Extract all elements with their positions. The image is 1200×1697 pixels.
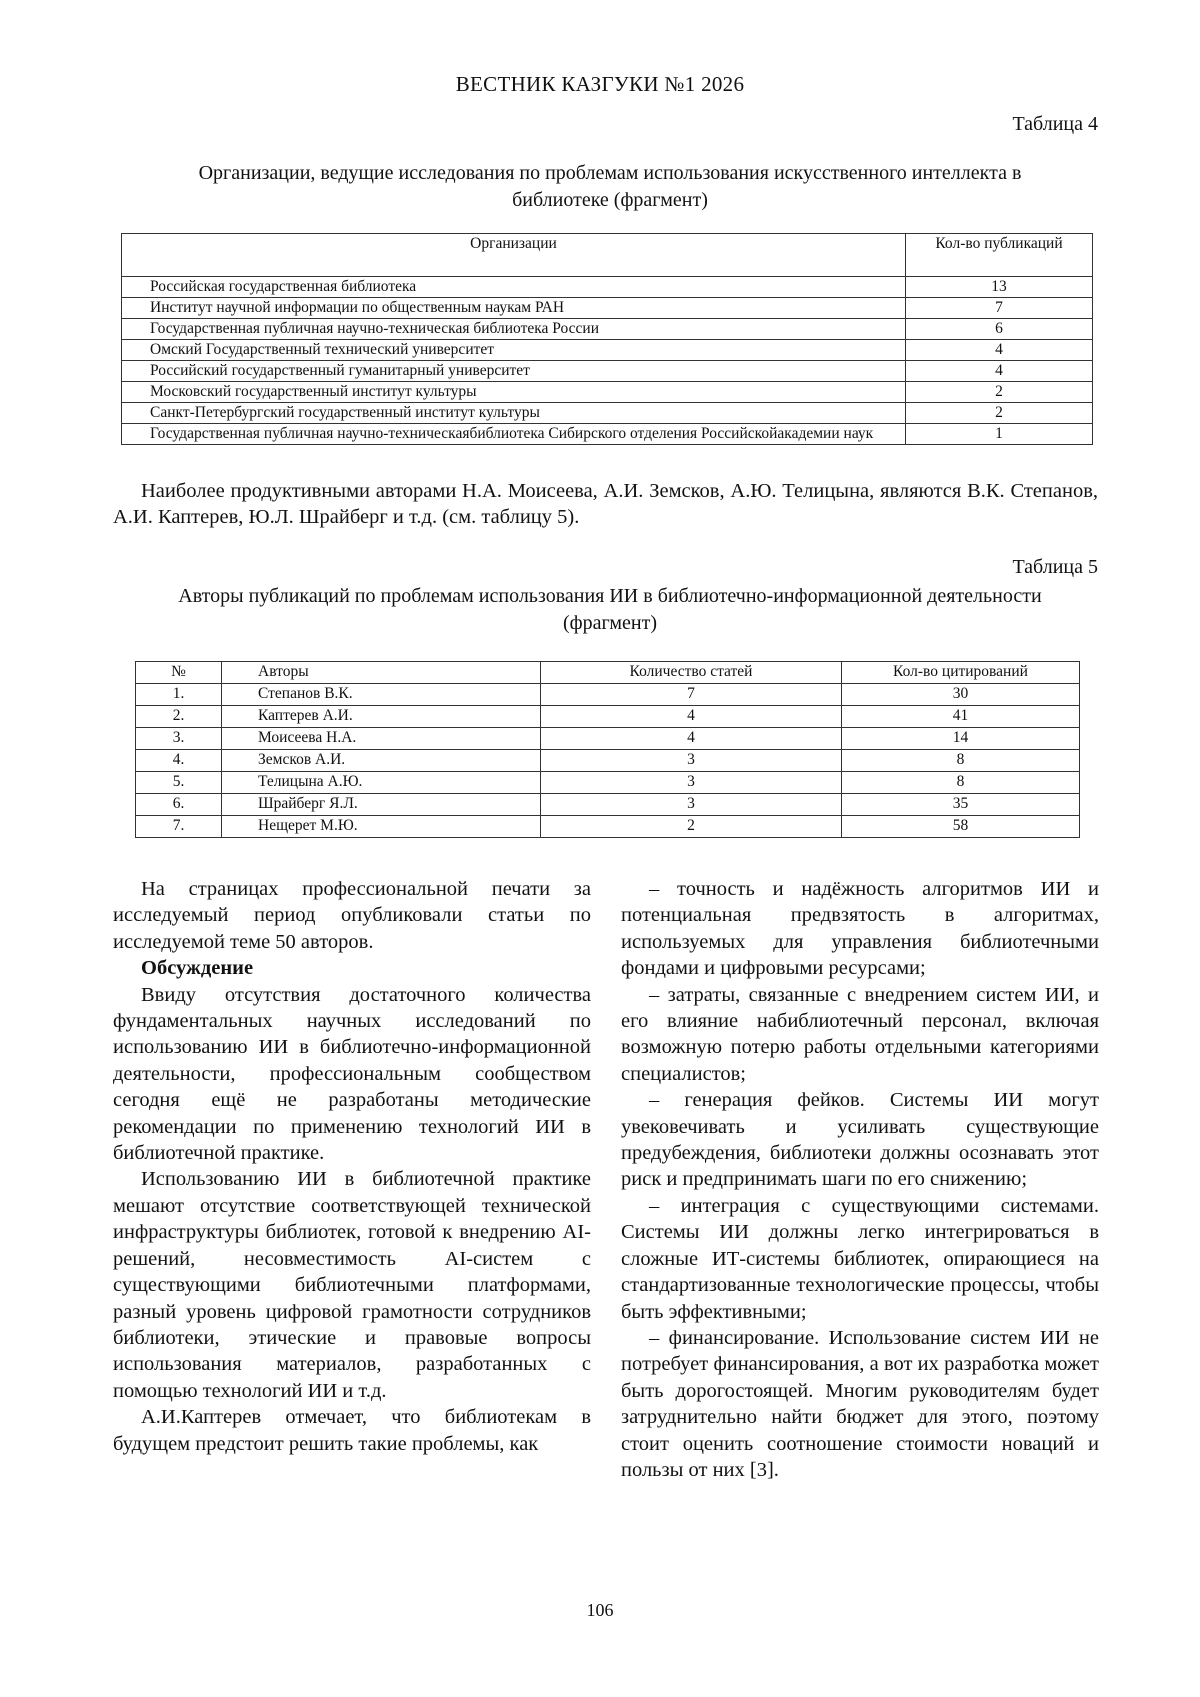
publication-count: 13 <box>906 277 1093 298</box>
citation-count: 30 <box>842 684 1080 706</box>
publication-count: 2 <box>906 382 1093 403</box>
table-row <box>122 340 1093 361</box>
publication-count: 7 <box>906 298 1093 319</box>
paragraph-text: – финансирование. Использование систем ИИ не потребует финансирования, а вот их разработка может быть дорогостоящей. Многим руководителям будет затруднительно найти бюджет для этого, поэтому стоит оценить соотношение стоимости новаций и пользы от них [3]. <box>621 1326 1099 1481</box>
paragraph-text: Ввиду отсутствия достаточного количества фундаментальных научных исследований по использованию ИИ в библиотечно-информационной деятельности, профессиональным сообществом сегодня ещё не разработаны методические рекомендации по применению технологий ИИ в библиотечной практике. <box>113 983 591 1165</box>
organization-name: Московский государственный институт культуры <box>122 382 906 403</box>
column-header: Авторы <box>222 662 541 684</box>
table-row <box>136 772 1080 794</box>
table-row <box>136 728 1080 750</box>
organization-name: Российский государственный гуманитарный университет <box>122 361 906 382</box>
row-number: 1. <box>136 684 222 706</box>
left-text-column <box>113 876 591 1457</box>
intro-paragraph <box>113 478 1098 531</box>
author-name: Степанов В.К. <box>222 684 541 706</box>
right-text-column <box>621 876 1099 1483</box>
table-header-row <box>136 662 1080 684</box>
column-header: Кол-во публикаций <box>906 234 1093 277</box>
article-count: 7 <box>541 684 842 706</box>
table-header-row <box>122 234 1093 277</box>
publication-count: 4 <box>906 340 1093 361</box>
section-heading: Обсуждение <box>141 957 254 980</box>
publication-count: 2 <box>906 403 1093 424</box>
article-count: 4 <box>541 706 842 728</box>
journal-header: ВЕСТНИК КАЗГУКИ №1 2026 <box>455 72 745 96</box>
publication-count: 1 <box>906 424 1093 445</box>
table-row <box>122 382 1093 403</box>
author-name: Шрайберг Я.Л. <box>222 794 541 816</box>
author-name: Телицына А.Ю. <box>222 772 541 794</box>
paragraph-text: А.И.Каптерев отмечает, что библиотекам в будущем предстоит решить такие проблемы, как <box>113 1406 591 1455</box>
page-number: 106 <box>586 1600 614 1620</box>
article-count: 3 <box>541 750 842 772</box>
row-number: 4. <box>136 750 222 772</box>
authors-table <box>135 661 1080 838</box>
row-number: 7. <box>136 816 222 838</box>
paragraph-text: Использованию ИИ в библиотечной практике мешают отсутствие соответствующей технической инфраструктуры библиотек, готовой к внедрению AI-решений, несовместимость AI-систем с существующими библиотечными платформами, разный уровень цифровой грамотности сотрудников библиотеки, этические и правовые вопросы использования материалов, разработанных с помощью технологий ИИ и т.д. <box>113 1168 591 1402</box>
organization-name: Санкт-Петербургский государственный институт культуры <box>122 403 906 424</box>
paragraph-text: На страницах профессиональной печати за исследуемый период опубликовали статьи по исследуемой теме 50 авторов. <box>113 878 591 953</box>
paragraph-text: – интеграция с существующими системами. Системы ИИ должны легко интегрироваться в сложные ИТ-системы библиотек, опирающиеся на стандартизованные технологические процессы, чтобы быть эффективными; <box>621 1194 1099 1323</box>
row-number: 5. <box>136 772 222 794</box>
citation-count: 14 <box>842 728 1080 750</box>
row-number: 2. <box>136 706 222 728</box>
organizations-table <box>121 233 1093 445</box>
organization-name: Омский Государственный технический университет <box>122 340 906 361</box>
column-header: Количество статей <box>541 662 842 684</box>
organization-name: Институт научной информации по общественным наукам РАН <box>122 298 906 319</box>
table4-label: Таблица 4 <box>1012 113 1098 135</box>
table5-label: Таблица 5 <box>1012 556 1098 578</box>
citation-count: 58 <box>842 816 1080 838</box>
table-row <box>122 361 1093 382</box>
article-count: 3 <box>541 772 842 794</box>
table5-title: Авторы публикаций по проблемам использования ИИ в библиотечно-информационной деятельности (фрагмент) <box>178 585 1042 634</box>
author-name: Нещерет М.Ю. <box>222 816 541 838</box>
author-name: Каптерев А.И. <box>222 706 541 728</box>
column-header: Кол-во цитирований <box>842 662 1080 684</box>
paragraph-text: – генерация фейков. Системы ИИ могут увековечивать и усиливать существующие предубеждения, библиотеки должны осознавать этот риск и предпринимать шаги по его снижению; <box>621 1089 1099 1191</box>
publication-count: 4 <box>906 361 1093 382</box>
article-count: 3 <box>541 794 842 816</box>
organization-name: Российская государственная библиотека <box>122 277 906 298</box>
author-name: Земсков А.И. <box>222 750 541 772</box>
table-row <box>136 816 1080 838</box>
column-header: № <box>136 662 222 684</box>
article-count: 4 <box>541 728 842 750</box>
citation-count: 8 <box>842 772 1080 794</box>
table-row <box>136 684 1080 706</box>
table-row <box>136 750 1080 772</box>
table-row <box>122 277 1093 298</box>
organization-name: Государственная публичная научно-техническая библиотека России <box>122 319 906 340</box>
table-row <box>122 298 1093 319</box>
citation-count: 35 <box>842 794 1080 816</box>
column-header: Организации <box>122 234 906 277</box>
table4-title: Организации, ведущие исследования по проблемам использования искусственного интеллекта в библиотеке (фрагмент) <box>198 162 1022 211</box>
citation-count: 41 <box>842 706 1080 728</box>
table-row <box>136 794 1080 816</box>
table-row <box>122 319 1093 340</box>
table-row <box>136 706 1080 728</box>
row-number: 6. <box>136 794 222 816</box>
paragraph-text: Наиболее продуктивными авторами Н.А. Моисеева, А.И. Земсков, А.Ю. Телицына, являются В.К. Степанов, А.И. Каптерев, Ю.Л. Шрайберг и т.д. (см. таблицу 5). <box>113 480 1098 529</box>
publication-count: 6 <box>906 319 1093 340</box>
article-count: 2 <box>541 816 842 838</box>
table-row <box>122 424 1093 445</box>
row-number: 3. <box>136 728 222 750</box>
table-row <box>122 403 1093 424</box>
organization-name: Государственная публичная научно-техническаябиблиотека Сибирского отделения Российскойакадемии наук <box>122 424 906 445</box>
paragraph-text: – затраты, связанные с внедрением систем ИИ, и его влияние набиблиотечный персонал, включая возможную потерю работы отдельными категориями специалистов; <box>621 983 1099 1085</box>
author-name: Моисеева Н.А. <box>222 728 541 750</box>
paragraph-text: – точность и надёжность алгоритмов ИИ и потенциальная предвзятость в алгоритмах, используемых для управления библиотечными фондами и цифровыми ресурсами; <box>621 878 1099 980</box>
citation-count: 8 <box>842 750 1080 772</box>
